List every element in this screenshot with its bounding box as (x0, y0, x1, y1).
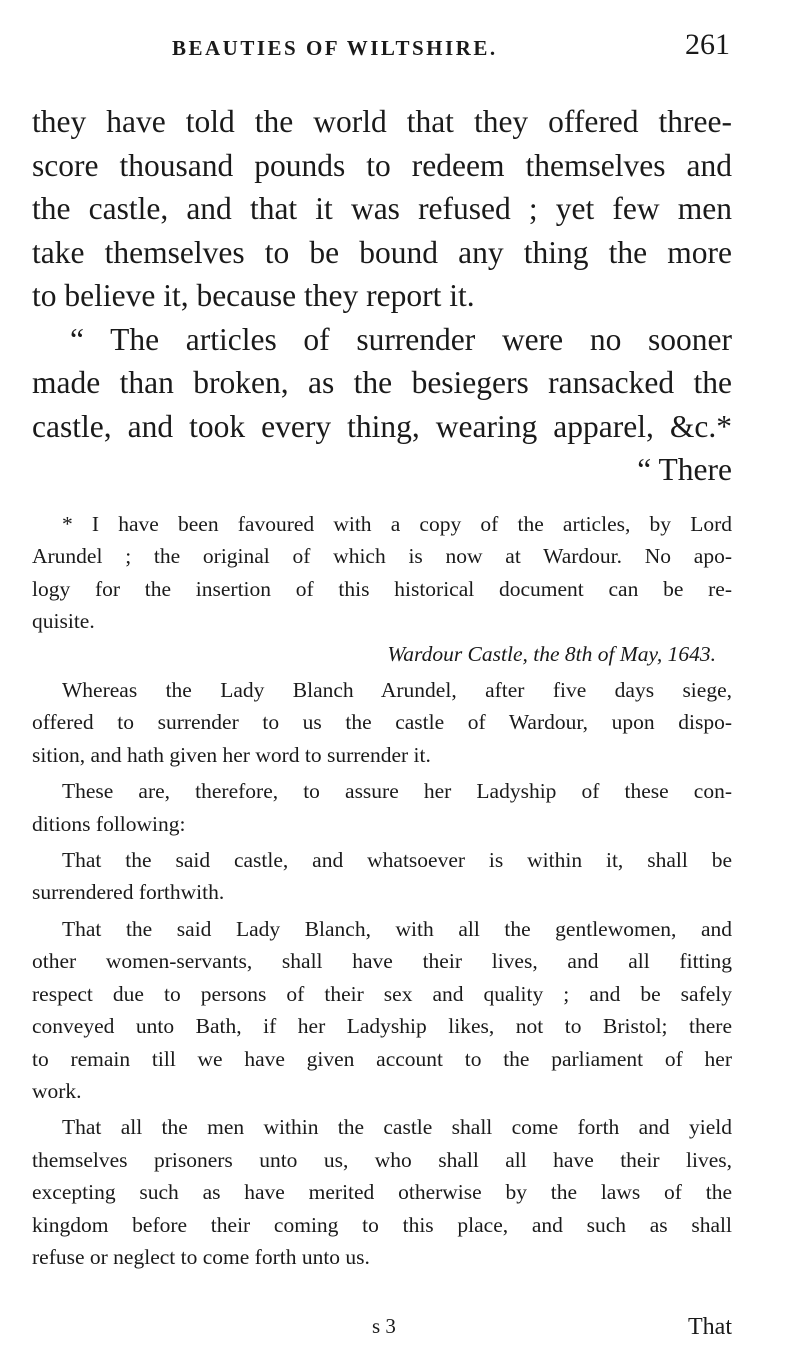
footnote-line: That the said Lady Blanch, with all the gentlewomen, and (62, 916, 732, 941)
footnote-line: offered to surrender to us the castle of Wardour, upon dispo- (32, 710, 732, 735)
footnote-line: to remain till we have given account to the parliament of her (32, 1046, 732, 1071)
footnote-line: These are, therefore, to assure her Ladyship of these con- (62, 779, 732, 804)
body-line: the castle, and that it was refused ; yet few men (32, 191, 732, 226)
book-page (32, 20, 732, 1350)
body-line: score thousand pounds to redeem themselves and (32, 147, 732, 183)
footnote-line: * I have been favoured with a copy of the articles, by Lord (62, 512, 732, 536)
body-line: “ The articles of surrender were no sooner (70, 321, 732, 357)
footnote-line: other women-servants, shall have their lives, and all fitting (32, 949, 732, 974)
footnote-dateline: Wardour Castle, the 8th of May, 1643. (387, 641, 716, 666)
body-line: take themselves to be bound any thing the more (32, 234, 732, 270)
footnote-line: That all the men within the castle shall come forth and yield (62, 1115, 732, 1140)
footnote-line: excepting such as have merited otherwise by the laws of the (32, 1180, 732, 1205)
body-line: they have told the world that they offered three- (32, 104, 732, 139)
signature-mark: s 3 (372, 1314, 396, 1338)
body-line: castle, and took every thing, wearing apparel, &c.* (32, 408, 732, 444)
body-line: made than broken, as the besiegers ransacked the (32, 365, 732, 400)
body-line: “ There (637, 452, 732, 487)
footnote-line: conveyed unto Bath, if her Ladyship likes, not to Bristol; there (32, 1014, 732, 1039)
footnote-line: sition, and hath given her word to surrender it. (32, 742, 431, 767)
footnote (32, 508, 732, 1273)
footnote-line: kingdom before their coming to this place, and such as shall (32, 1212, 732, 1237)
footnote-line: quisite. (32, 609, 95, 634)
catchword: That (688, 1314, 732, 1340)
footnote-line: ditions following: (32, 811, 186, 836)
page-header (32, 20, 732, 76)
footnote-line: surrendered forthwith. (32, 880, 225, 905)
footnote-line: Arundel ; the original of which is now at Wardour. No apo- (32, 544, 732, 569)
footnote-line: respect due to persons of their sex and quality ; and be safely (32, 981, 732, 1006)
footnote-line: logy for the insertion of this historical document can be re- (32, 576, 732, 601)
footnote-line: Whereas the Lady Blanch Arundel, after five days siege, (62, 678, 732, 703)
body-line: to believe it, because they report it. (32, 278, 475, 313)
footnote-line: refuse or neglect to come forth unto us. (32, 1244, 370, 1269)
footnote-line: work. (32, 1078, 82, 1103)
page-number: 261 (685, 28, 730, 61)
running-title: BEAUTIES OF WILTSHIRE. (172, 36, 498, 60)
footnote-line: themselves prisoners unto us, who shall all have their lives, (32, 1147, 732, 1172)
footnote-line: That the said castle, and whatsoever is within it, shall be (62, 848, 732, 873)
body-text (32, 100, 732, 492)
